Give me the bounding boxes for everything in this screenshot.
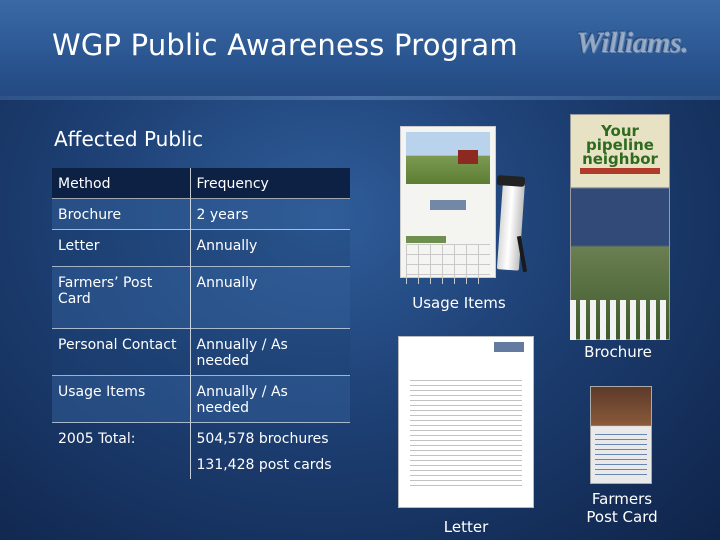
method-frequency-table: [52, 168, 350, 479]
frequency-cell: 2 years: [190, 199, 350, 230]
calendar-grid: [406, 244, 490, 284]
frequency-cell: Annually: [190, 230, 350, 267]
frequency-cell: Annually / As needed: [190, 329, 350, 376]
table-header-row: [52, 168, 350, 199]
total-brochures: 504,578 brochures: [196, 431, 329, 447]
pen-cap: [497, 175, 526, 187]
brochure-headline: Your pipeline neighbor: [582, 122, 658, 168]
frequency-cell: Annually / As needed: [190, 376, 350, 423]
method-cell: Farmers’ Post Card: [52, 267, 190, 329]
calendar-barn: [458, 150, 478, 164]
letter-logo: [494, 342, 524, 352]
method-cell: Usage Items: [52, 376, 190, 423]
postcard-text-lines: [595, 434, 647, 476]
table-row: [52, 329, 350, 376]
table-row: [52, 199, 350, 230]
frequency-cell: Annually: [190, 267, 350, 329]
header-method: Method: [52, 168, 190, 199]
table-row: [52, 376, 350, 423]
calendar-month-label: [406, 236, 446, 243]
header-frequency: Frequency: [190, 168, 350, 199]
method-cell: Brochure: [52, 199, 190, 230]
total-values: [190, 423, 350, 480]
calendar-logo: [430, 200, 466, 210]
postcard-caption: Farmers Post Card: [586, 490, 658, 526]
table-row: [52, 230, 350, 267]
slide-title: WGP Public Awareness Program: [52, 28, 518, 62]
brochure-subtitle-bar: [580, 168, 660, 174]
williams-logo: Williams.: [576, 26, 688, 59]
brochure-fence: [570, 300, 670, 340]
section-heading: Affected Public: [54, 127, 204, 151]
total-post-cards: 131,428 post cards: [196, 457, 332, 473]
total-row: [52, 423, 350, 480]
brochure-caption: Brochure: [584, 343, 652, 361]
table-row: [52, 267, 350, 329]
method-cell: Letter: [52, 230, 190, 267]
letter-caption: Letter: [443, 518, 489, 536]
total-label: 2005 Total:: [52, 423, 190, 480]
letter-text-lines: [410, 380, 522, 490]
usage-items-caption: Usage Items: [412, 294, 506, 312]
method-cell: Personal Contact: [52, 329, 190, 376]
